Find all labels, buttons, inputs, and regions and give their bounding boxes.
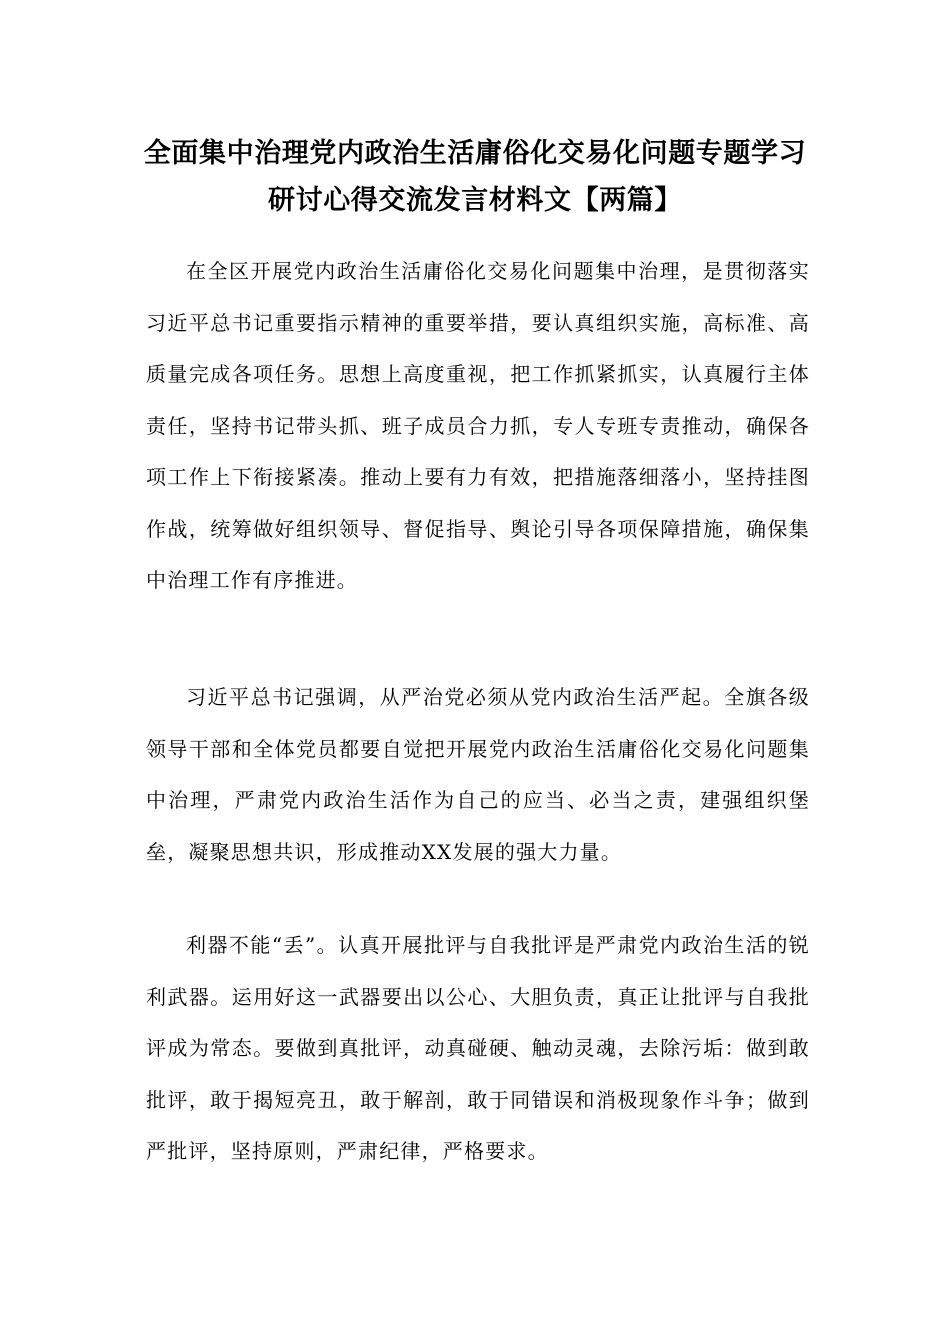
document-title: 全面集中治理党内政治生活庸俗化交易化问题专题学习研讨心得交流发言材料文【两篇】 xyxy=(143,138,807,216)
body-paragraph-1: 在全区开展党内政治生活庸俗化交易化问题集中治理，是贯彻落实习近平总书记重要指示精神的重要举措，要认真组织实施，高标准、高质量完成各项任务。思想上高度重视，把工作抓紧抓实，认真履行主体责任，坚持书记带头抓、班子成员合力抓，专人专班专责推动，确保各项工作上下衔接紧凑。推动上要有力有效，把措施落细落小，坚持挂图作战，统筹做好组织领导、督促指导、舆论引导各项保障措施，确保集中治理工作有序推进。 xyxy=(146,259,810,592)
body-paragraph-3: 利器不能“丢”。认真开展批评与自我批评是严肃党内政治生活的锐利武器。运用好这一武器要出以公心、大胆负责，真正让批评与自我批评成为常态。要做到真批评，动真碰硬、触动灵魂，去除污垢：做到敢批评，敢于揭短亮丑，敢于解剖，敢于同错误和消极现象作斗争；做到严批评，坚持原则，严肃纪律，严格要求。 xyxy=(146,933,810,1163)
body-paragraph-2: 习近平总书记强调，从严治党必须从党内政治生活严起。全旗各级领导干部和全体党员都要自觉把开展党内政治生活庸俗化交易化问题集中治理，严肃党内政治生活作为自己的应当、必当之责，建强组织堡垒，凝聚思想共识，形成推动XX发展的强大力量。 xyxy=(146,685,810,864)
